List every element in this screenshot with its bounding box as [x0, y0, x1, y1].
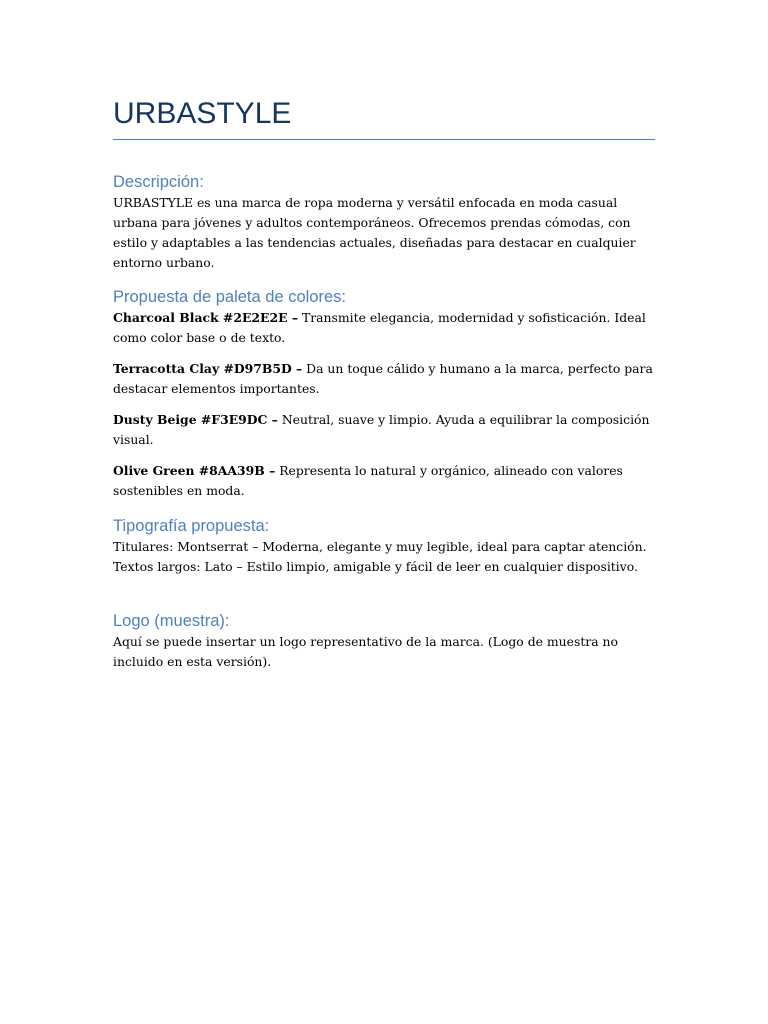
- typography-headlines-line: Titulares: Montserrat – Moderna, elegante y muy legible, ideal para captar atención.: [113, 539, 647, 554]
- description-text: URBASTYLE es una marca de ropa moderna y versátil enfocada en moda casual urbana para jóvenes y adultos contemporáneos. Ofrecemos prendas cómodas, con estilo y adaptables a las tendencias actuales, diseñadas para destacar en cualquier entorno urbano.: [113, 195, 636, 270]
- palette-item-dusty-beige: [113, 410, 655, 450]
- title-underline: [113, 139, 655, 140]
- palette-section: [113, 286, 655, 501]
- palette-item-label: Olive Green #8AA39B –: [113, 463, 276, 478]
- logo-section: [113, 610, 655, 672]
- palette-item-label: Dusty Beige #F3E9DC –: [113, 412, 278, 427]
- palette-item-description: Da un toque cálido y humano a la marca, perfecto para destacar elementos importantes.: [113, 361, 653, 396]
- palette-item-charcoal-black: [113, 308, 655, 348]
- palette-item-description: Representa lo natural y orgánico, alineado con valores sostenibles en moda.: [113, 463, 623, 498]
- palette-item-olive-green: [113, 461, 655, 501]
- palette-item-description: Neutral, suave y limpio. Ayuda a equilibrar la composición visual.: [113, 412, 650, 447]
- palette-item-label: Charcoal Black #2E2E2E –: [113, 310, 299, 325]
- palette-item-terracotta-clay: [113, 359, 655, 399]
- logo-text: Aquí se puede insertar un logo representativo de la marca. (Logo de muestra no incluido en esta versión).: [113, 634, 618, 669]
- description-heading: Descripción:: [113, 173, 204, 191]
- palette-heading: Propuesta de paleta de colores:: [113, 288, 346, 306]
- typography-heading: Tipografía propuesta:: [113, 517, 270, 535]
- palette-item-label: Terracotta Clay #D97B5D –: [113, 361, 303, 376]
- document-title: URBASTYLE: [113, 97, 292, 130]
- logo-heading: Logo (muestra):: [113, 612, 230, 630]
- description-section: [113, 171, 655, 273]
- typography-text: [113, 537, 655, 577]
- typography-body-line: Textos largos: Lato – Estilo limpio, amigable y fácil de leer en cualquier dispositivo.: [113, 559, 638, 574]
- palette-item-description: Transmite elegancia, modernidad y sofisticación. Ideal como color base o de texto.: [113, 310, 646, 345]
- typography-section: [113, 515, 655, 577]
